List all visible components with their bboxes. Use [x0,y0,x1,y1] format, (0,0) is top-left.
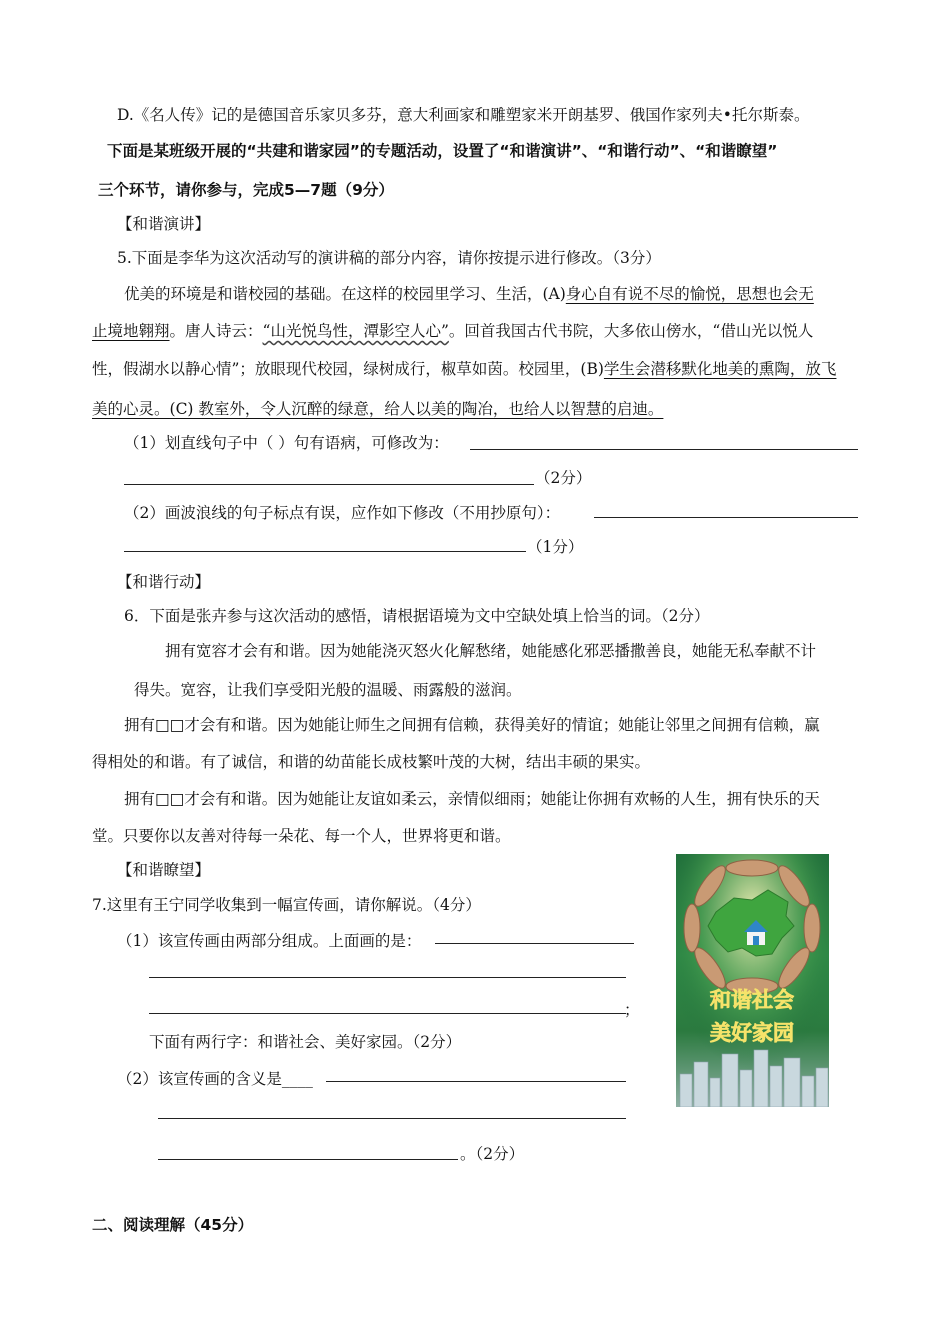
section-action-heading: 【和谐行动】 [117,573,211,591]
q6-para2-line1: 拥有□□才会有和谐。因为她能让师生之间拥有信赖，获得美好的情谊；她能让邻里之间拥有信赖，赢 [124,716,820,734]
q5-text: 性，假湖水以静心情”；放眼现代校园，绿树成行，椒草如茵。校园里，(B) [92,360,604,378]
harmony-poster-image [676,854,829,1107]
poster-illustration [676,854,829,1107]
q5-sub2-score: （1分） [527,538,584,556]
q5-underlined-b: 学生会潜移默化地美的熏陶，放飞 [603,360,837,378]
q7-semicolon: ； [624,1001,640,1019]
q5-sub1-blank-1[interactable] [470,449,858,450]
poster-text-line2: 美好家园 [710,1021,794,1045]
intro-line2: 三个环节，请你参与，完成5—7题（9分） [98,181,394,199]
q5-sub1-blank-2[interactable] [124,484,534,485]
q5-sub2-blank-1[interactable] [594,517,858,518]
section-outlook-heading: 【和谐瞭望】 [117,861,211,879]
section-speech-heading: 【和谐演讲】 [117,215,211,233]
q4-option-d: D.《名人传》记的是德国音乐家贝多芬，意大利画家和雕塑家米开朗基罗、俄国作家列夫•托尔斯泰。 [117,106,810,124]
q7-sub1-blank-3[interactable] [149,1013,626,1014]
q5-sub2: （2）画波浪线的句子标点有误，应作如下修改（不用抄原句）： [124,504,561,522]
q7-sub2-blank-1[interactable] [326,1081,626,1082]
q6-para3-line2: 堂。只要你以友善对待每一朵花、每一个人，世界将更和谐。 [92,827,511,845]
q5-underlined-b-end: 美的心灵。 [92,400,170,418]
poster-text-line1: 和谐社会 [710,988,794,1012]
q5-passage-line3 [92,357,836,379]
q6-para1-line2: 得失。宽容，让我们享受阳光般的温暖、雨露般的滋润。 [134,681,522,699]
q6-para1-line1: 拥有宽容才会有和谐。因为她能浇灭怒火化解愁绪，她能感化邪恶播撒善良，她能无私奉献不计 [165,642,817,660]
q6-para3-line1: 拥有□□才会有和谐。因为她能让友谊如柔云，亲情似细雨；她能让你拥有欢畅的人生，拥有快乐的天 [124,790,820,808]
q6-para2-line2: 得相处的和谐。有了诚信，和谐的幼苗能长成枝繁叶茂的大树，结出丰硕的果实。 [92,753,651,771]
q5-text: 。唐人诗云： [169,322,263,340]
q7-sub1-blank-1[interactable] [435,943,634,944]
intro-line1: 下面是某班级开展的“共建和谐家园”的专题活动，设置了“和谐演讲”、“和谐行动”、“和谐瞭望” [107,142,778,160]
q6-title: 6．下面是张卉参与这次活动的感悟，请根据语境为文中空缺处填上恰当的词。（2分） [124,607,710,625]
q7-title: 7.这里有王宁同学收集到一幅宣传画，请你解说。（4分） [92,896,481,914]
q5-passage-line2 [92,319,813,341]
q5-underlined-a: 身心自有说不尽的愉悦，思想也会无 [565,285,814,303]
q7-sub2-blank-3[interactable] [158,1159,458,1160]
q5-sub1-score: （2分） [535,469,592,487]
q7-sub1-blank-2[interactable] [149,977,626,978]
q5-underlined-c: (C) 教室外，令人沉醉的绿意，给人以美的陶冶，也给人以智慧的启迪。 [169,400,664,418]
q7-lower-text: 下面有两行字：和谐社会、美好家园。（2分） [149,1033,462,1051]
q7-sub2-blank-2[interactable] [158,1118,626,1119]
q5-text: 优美的环境是和谐校园的基础。在这样的校园里学习、生活，(A) [124,285,566,303]
q5-underlined-a-end: 止境地翱翔 [92,322,170,340]
q5-passage-line4 [92,397,663,419]
q7-sub2-score: 。（2分） [460,1145,525,1163]
q5-passage-line1 [124,282,814,304]
q5-text: 。回首我国古代书院，大多依山傍水，“借山光以悦人 [448,322,814,340]
q7-sub2: （2）该宣传画的含义是____ [117,1070,313,1088]
q5-sub2-blank-2[interactable] [124,551,526,552]
q5-sub1: （1）划直线句子中（ ）句有语病，可修改为： [124,434,449,452]
q5-wavy-quote: “山光悦鸟性，潭影空人心” [262,322,449,340]
part2-heading: 二、阅读理解（45分） [92,1216,254,1234]
q7-sub1: （1）该宣传画由两部分组成。上面画的是： [117,932,422,950]
q5-title: 5.下面是李华为这次活动写的演讲稿的部分内容，请你按提示进行修改。（3分） [117,249,661,267]
